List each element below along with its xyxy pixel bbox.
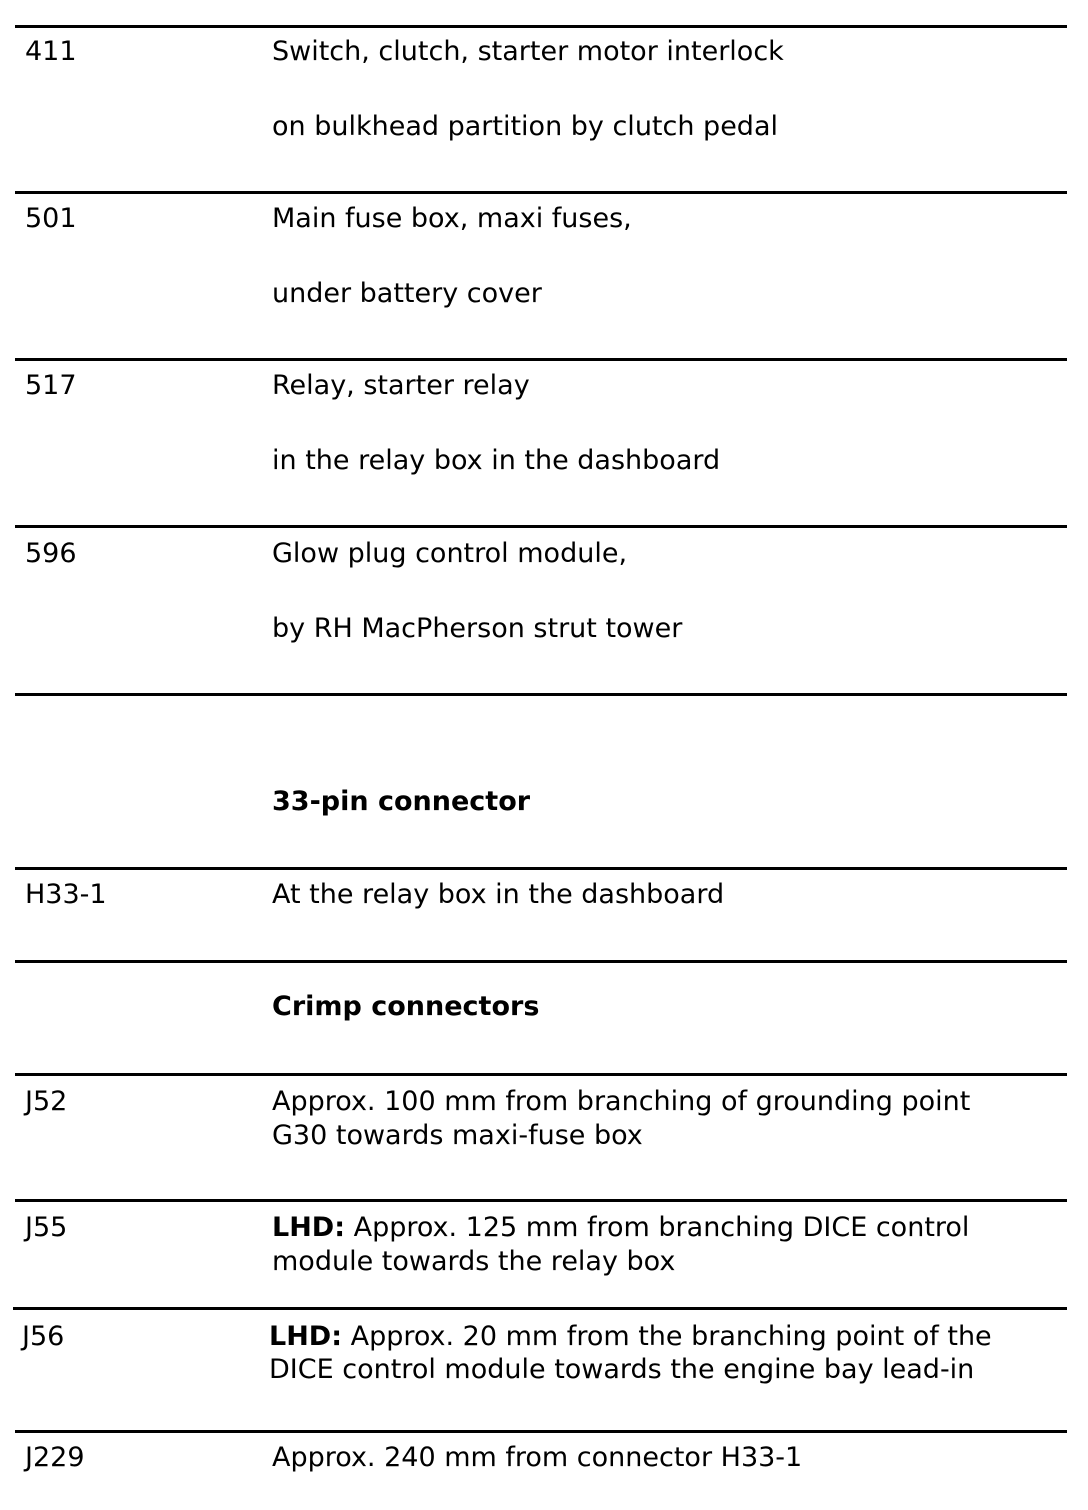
connector-code: H33-1 xyxy=(25,879,107,910)
component-code: 517 xyxy=(25,370,77,401)
connector-location xyxy=(272,1211,969,1245)
connector-code: J229 xyxy=(25,1442,85,1473)
connector-code: J55 xyxy=(25,1212,68,1243)
connector-code: J56 xyxy=(22,1321,65,1352)
component-location: by RH MacPherson strut tower xyxy=(272,613,683,644)
row-divider xyxy=(15,25,1067,28)
lhd-label: LHD: xyxy=(272,1212,346,1243)
component-description: Main fuse box, maxi fuses, xyxy=(272,203,632,234)
connector-location-cont: module towards the relay box xyxy=(272,1246,676,1277)
row-divider xyxy=(15,191,1067,194)
component-description: Relay, starter relay xyxy=(272,370,530,401)
row-divider xyxy=(15,1073,1067,1076)
row-divider xyxy=(15,960,1067,963)
connector-location: At the relay box in the dashboard xyxy=(272,879,725,910)
connector-location xyxy=(269,1320,992,1354)
component-code: 596 xyxy=(25,538,77,569)
lhd-label: LHD: xyxy=(269,1321,343,1352)
connector-location: Approx. 100 mm from branching of grounding point xyxy=(272,1086,971,1117)
component-location: on bulkhead partition by clutch pedal xyxy=(272,111,778,142)
connector-location-text: Approx. 20 mm from the branching point of the xyxy=(342,1321,992,1352)
row-divider xyxy=(13,1307,1067,1310)
connector-location-cont: DICE control module towards the engine bay lead-in xyxy=(269,1354,975,1385)
connector-location-cont: G30 towards maxi-fuse box xyxy=(272,1120,643,1151)
component-code: 501 xyxy=(25,203,77,234)
row-divider xyxy=(15,1430,1067,1433)
section-heading-33pin: 33-pin connector xyxy=(272,786,531,817)
row-divider xyxy=(15,867,1067,870)
component-location: under battery cover xyxy=(272,278,542,309)
component-description: Switch, clutch, starter motor interlock xyxy=(272,36,784,67)
row-divider xyxy=(15,358,1067,361)
row-divider xyxy=(15,525,1067,528)
section-heading-crimp: Crimp connectors xyxy=(272,991,540,1022)
connector-location-text: Approx. 125 mm from branching DICE control xyxy=(345,1212,970,1243)
component-code: 411 xyxy=(25,36,77,67)
connector-code: J52 xyxy=(25,1086,68,1117)
row-divider xyxy=(15,1199,1067,1202)
row-divider xyxy=(15,693,1067,696)
component-location: in the relay box in the dashboard xyxy=(272,445,721,476)
connector-location: Approx. 240 mm from connector H33-1 xyxy=(272,1442,803,1473)
component-description: Glow plug control module, xyxy=(272,538,628,569)
